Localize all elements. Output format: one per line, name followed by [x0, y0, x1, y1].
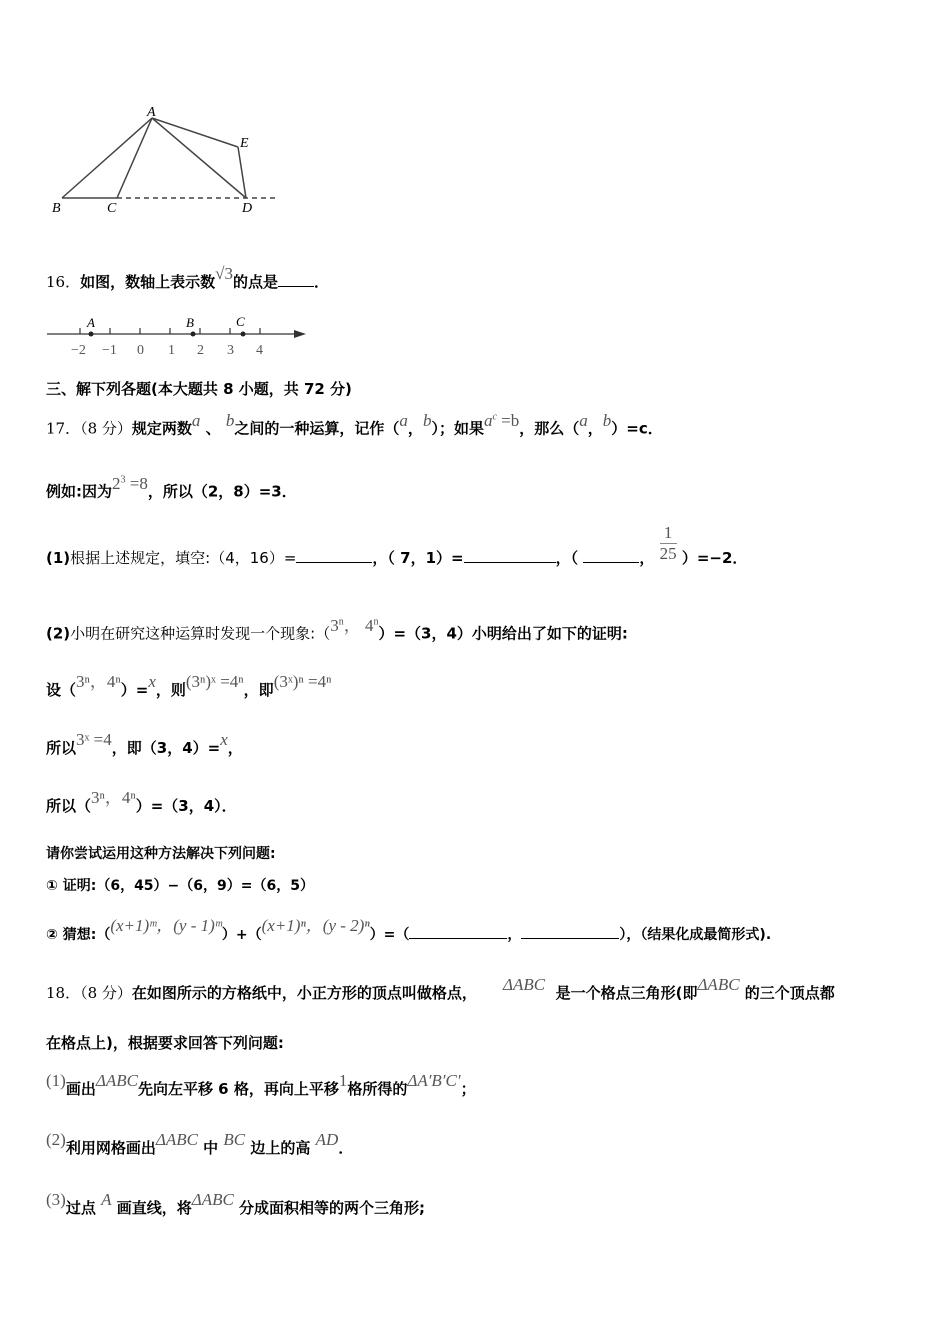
math-triangle: ΔABC	[191, 1190, 234, 1209]
text: 、	[205, 419, 221, 438]
q18-part-3	[46, 1190, 426, 1218]
text: 边上的高	[250, 1139, 311, 1157]
q17-score: （8 分）	[80, 419, 132, 438]
q18-score: （8 分）	[80, 984, 132, 1002]
question-17	[46, 410, 663, 439]
proof-line	[46, 672, 332, 700]
math-a: a	[399, 410, 408, 430]
q18-line2: 在格点上)，根据要求回答下列问题:	[46, 1034, 284, 1052]
geometry-figure	[0, 100, 300, 220]
tick-label: −1	[102, 343, 117, 358]
q16-text: 如图，数轴上表示数	[80, 273, 216, 291]
math-power: $2^3 =8$	[112, 473, 148, 493]
text: ）=c．	[611, 419, 663, 438]
math-power: $a^c =b$	[483, 410, 520, 430]
text: ，即（3，4）=	[111, 739, 221, 757]
text: ，	[587, 419, 603, 438]
math: A	[101, 1190, 112, 1209]
text: ）=（	[369, 927, 410, 943]
text: 过点	[65, 1199, 96, 1217]
part-1	[46, 523, 748, 568]
math-a: a	[191, 410, 201, 430]
q17-number: 17．	[46, 419, 81, 438]
tick-label: 4	[256, 343, 263, 358]
answer-blank[interactable]	[278, 272, 314, 287]
text: 分成面积相等的两个三角形;	[239, 1199, 426, 1217]
proof-line	[46, 788, 237, 816]
section-heading: 三、解下列各题(本大题共 8 小题，共 72 分)	[46, 380, 352, 398]
q16-end: ．	[313, 273, 329, 291]
math-b: b	[422, 410, 432, 430]
text: 之间的一种运算，记作（	[234, 419, 400, 438]
tick-label: 3	[227, 343, 234, 358]
math: (3ˣ)ⁿ =4ⁿ	[273, 672, 332, 691]
text: 利用网格画出	[65, 1139, 156, 1157]
point-a: A	[87, 315, 95, 330]
task-2	[46, 916, 772, 945]
math: 3ˣ =4	[76, 730, 112, 749]
math-x: x	[220, 730, 228, 749]
math-triangle: ΔA′B′C′	[407, 1071, 461, 1090]
q18-part-1	[46, 1071, 476, 1099]
text: 格所得的	[347, 1080, 408, 1098]
text: ，	[407, 419, 423, 438]
math-b: b	[602, 410, 612, 430]
text: 所以（	[46, 797, 92, 815]
text: 中	[203, 1139, 219, 1157]
math: 3ⁿ，4ⁿ	[91, 788, 136, 807]
label-b: B	[52, 201, 61, 216]
q16-text2: 的点是	[232, 273, 278, 291]
math: (x+1)ⁿ，(y - 2)ⁿ	[261, 916, 370, 935]
part-2	[46, 615, 628, 644]
text: 画直线，将	[116, 1199, 192, 1217]
text: ，那么（	[519, 419, 580, 438]
text: 是一个格点三角形(即	[555, 984, 698, 1002]
point-b: B	[186, 315, 194, 330]
math: 3$^n$， 4$^n$	[330, 615, 379, 635]
proof-line	[46, 730, 243, 758]
text: 先向左平移 6 格，再向上平移	[137, 1080, 339, 1098]
math-b: b	[225, 410, 235, 430]
math-a: a	[579, 410, 588, 430]
task-1: ① 证明:（6，45）−（6，9）=（6，5）	[46, 878, 314, 894]
tick-label: 2	[197, 343, 204, 358]
text: ，	[227, 739, 243, 757]
text: ）=	[120, 681, 149, 699]
answer-blank[interactable]	[464, 548, 556, 563]
instruction: 请你尝试运用这种方法解决下列问题:	[46, 846, 276, 862]
q18-number: 18．	[46, 984, 81, 1002]
text: 例如:因为	[46, 482, 112, 501]
part-label: (2)	[46, 1130, 66, 1149]
text: 的三个顶点都	[744, 984, 835, 1002]
q16-number: 16．	[46, 273, 81, 291]
text: ，（	[555, 549, 579, 567]
question-16	[46, 264, 329, 292]
q18-part-2	[46, 1130, 354, 1158]
tick-label: 1	[168, 343, 175, 358]
math-triangle: ΔABC	[155, 1130, 198, 1149]
text: ，则	[155, 681, 186, 699]
sqrt3: √3	[215, 264, 233, 283]
label-c: C	[107, 201, 117, 216]
part-label: (3)	[46, 1190, 66, 1209]
math: 3ⁿ，4ⁿ	[76, 672, 121, 691]
text: ）=（3，4）．	[135, 797, 237, 815]
label-a: A	[147, 105, 156, 120]
text: ）；如果	[431, 419, 484, 438]
text: 根据上述规定，填空:（4，16）=	[70, 549, 297, 567]
label-e: E	[240, 136, 249, 151]
example	[46, 473, 297, 502]
point-c: C	[236, 314, 245, 329]
question-18	[46, 975, 835, 1003]
text: ，（ 7，1）=	[372, 549, 464, 567]
fraction: $\frac{1}{25}$	[659, 523, 677, 563]
text: ；	[460, 1080, 476, 1098]
answer-blank[interactable]	[583, 548, 639, 563]
text: 设（	[46, 681, 77, 699]
math-triangle: ΔABC	[95, 1071, 138, 1090]
text: 在如图所示的方格纸中，小正方形的顶点叫做格点，	[131, 984, 477, 1002]
math-triangle: ΔABC	[697, 975, 740, 994]
text: ）=−2．	[681, 549, 748, 567]
text: ，即	[243, 681, 274, 699]
math: AD	[315, 1130, 339, 1149]
part-label: (1)	[46, 549, 71, 567]
math: 1	[338, 1071, 348, 1090]
math-triangle: ΔABC	[503, 975, 546, 994]
math: (3ⁿ)ˣ =4ⁿ	[185, 672, 244, 691]
text: ．	[338, 1139, 354, 1157]
math-x: x	[148, 672, 156, 691]
math: (x+1)ᵐ，(y - 1)ᵐ	[110, 916, 222, 935]
part-label: (2)	[46, 624, 71, 643]
text: ），（结果化成最简形式).	[619, 927, 772, 943]
part-label: (1)	[46, 1071, 66, 1090]
text: ）+（	[221, 927, 262, 943]
label-d: D	[242, 201, 253, 216]
tick-label: −2	[71, 343, 86, 358]
text: ，	[507, 927, 522, 943]
number-line	[40, 310, 320, 360]
text: 所以	[46, 739, 77, 757]
answer-blank[interactable]	[409, 924, 507, 939]
text: ）=（3，4）小明给出了如下的证明:	[378, 624, 628, 643]
text: 小明在研究这种运算时发现一个现象:（	[70, 624, 331, 643]
answer-blank[interactable]	[521, 924, 619, 939]
tick-label: 0	[137, 343, 144, 358]
answer-blank[interactable]	[296, 548, 372, 563]
text: ，所以（2，8）=3．	[147, 482, 297, 501]
text: 画出	[65, 1080, 96, 1098]
text: ② 猜想:（	[46, 927, 111, 943]
text: 规定两数	[131, 419, 192, 438]
math: BC	[223, 1130, 246, 1149]
text: ，	[639, 549, 655, 567]
